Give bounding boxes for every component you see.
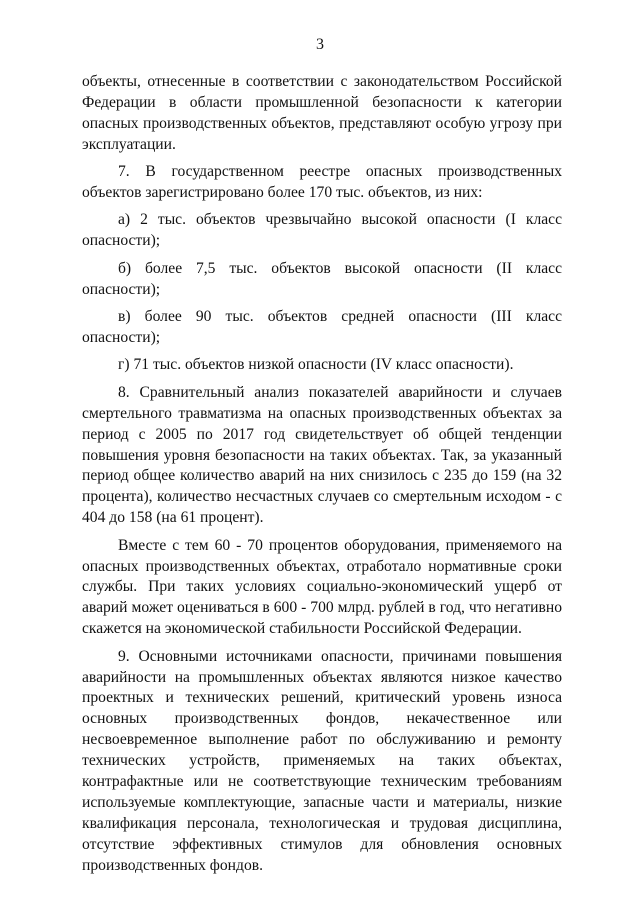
paragraph-item-9: 9. Основными источниками опасности, причинами повышения аварийности на промышленных объектах являются низкое качество проектных и технических решений, критический уровень износа основных производственных фондов, некачественное или несвоевременное выполнение работ по обслуживанию и ремонту технических устройств, применяемых на таких объектах, контрафактные или не соответствующие техническим требованиям используемые комплектующие, запасные части и материалы, низкие квалификация персонала, технологическая и трудовая дисциплина, отсутствие эффективных стимулов для обновления основных производственных фондов. — [82, 647, 562, 874]
page-number: 3 — [316, 36, 324, 53]
paragraph-item-8: 8. Сравнительный анализ показателей аварийности и случаев смертельного травматизма на опасных производственных объектах за период с 2005 по 2017 год свидетельствует об общей тенденции повышения уровня безопасности на таких объектах. Так, за указанный период общее количество аварий на них снизилось с 235 до 159 (на 32 процента), количество несчастных случаев со смертельным исходом - с 404 до 158 (на 61 процент). — [82, 383, 562, 527]
paragraph-equipment: Вместе с тем 60 - 70 процентов оборудования, применяемого на опасных производственных объектах, отработало нормативные сроки службы. При таких условиях социально-экономический ущерб от аварий может оцениваться в 600 - 700 млрд. рублей в год, что негативно скажется на экономической стабильности Российской Федерации. — [82, 536, 562, 638]
document-body — [82, 72, 562, 877]
list-item-b: б) более 7,5 тыс. объектов высокой опасности (II класс опасности); — [82, 259, 562, 298]
paragraph-continuation: объекты, отнесенные в соответствии с законодательством Российской Федерации в области промышленной безопасности к категории опасных производственных объектов, представляют особую угрозу при эксплуатации. — [82, 73, 562, 153]
paragraph-item-7: 7. В государственном реестре опасных производственных объектов зарегистрировано более 170 тыс. объектов, из них: — [82, 163, 562, 202]
list-item-a: а) 2 тыс. объектов чрезвычайно высокой опасности (I класс опасности); — [82, 211, 562, 250]
list-item-c: в) более 90 тыс. объектов средней опасности (III класс опасности); — [82, 308, 562, 346]
list-item-d: г) 71 тыс. объектов низкой опасности (IV класс опасности). — [118, 356, 514, 374]
